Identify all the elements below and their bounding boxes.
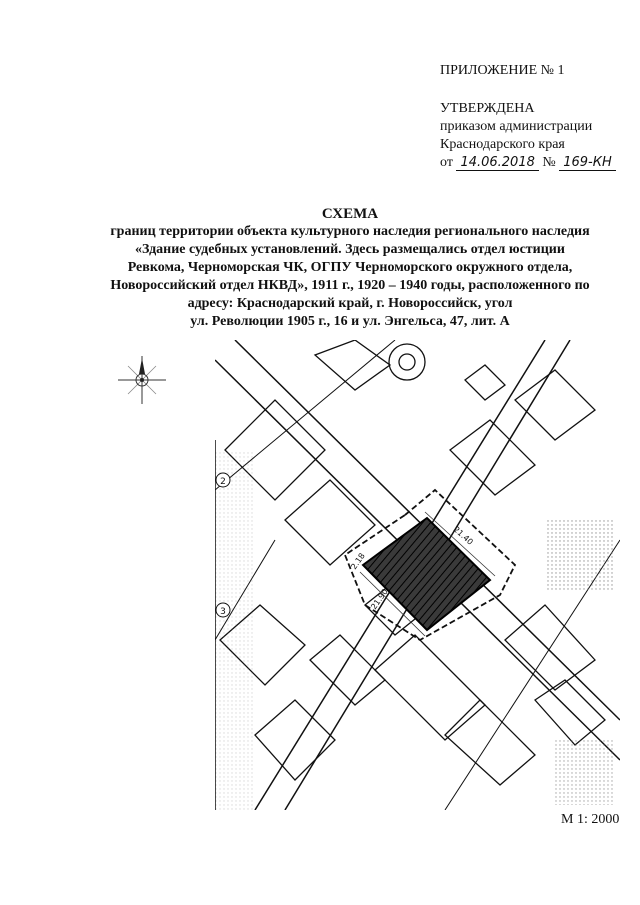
approval-block	[440, 100, 616, 172]
map-dimension: 2.18	[349, 551, 367, 572]
title-line: ул. Революции 1905 г., 16 и ул. Энгельса, 47, лит. А	[190, 314, 510, 329]
svg-text:2: 2	[220, 477, 226, 487]
map-marker	[216, 473, 230, 487]
approved-label: УТВЕРЖДЕНА	[440, 101, 535, 116]
map-dimension: 21.40	[451, 524, 475, 547]
date-line	[440, 154, 616, 172]
compass-rose-icon	[118, 356, 166, 404]
appendix-label: ПРИЛОЖЕНИЕ № 1	[440, 63, 565, 78]
title-line: адресу: Краснодарский край, г. Новороссийск, угол	[187, 296, 513, 311]
order-line: приказом администрации	[440, 119, 593, 134]
document-title	[60, 205, 640, 331]
map-marker	[216, 603, 230, 617]
date-prefix: от	[440, 155, 453, 170]
title-line: Ревкома, Черноморская ЧК, ОГПУ Черноморского окружного отдела,	[127, 260, 573, 275]
number-value: 169-КН	[559, 155, 616, 171]
svg-text:3: 3	[220, 607, 226, 617]
title-line: границ территории объекта культурного наследия регионального наследия	[110, 224, 590, 239]
number-prefix: №	[542, 155, 556, 170]
map-scale: М 1: 2000	[561, 812, 620, 827]
title-heading: СХЕМА	[321, 206, 379, 222]
site-plan-map	[215, 340, 620, 810]
title-line: «Здание судебных установлений. Здесь размещались отдел юстиции	[135, 242, 565, 257]
title-line: Новороссийский отдел НКВД», 1911 г., 1920 – 1940 годы, расположенного по	[110, 278, 590, 293]
map-dimension: 21.90	[369, 587, 390, 612]
region-line: Краснодарского края	[440, 137, 565, 152]
date-value: 14.06.2018	[456, 155, 538, 171]
